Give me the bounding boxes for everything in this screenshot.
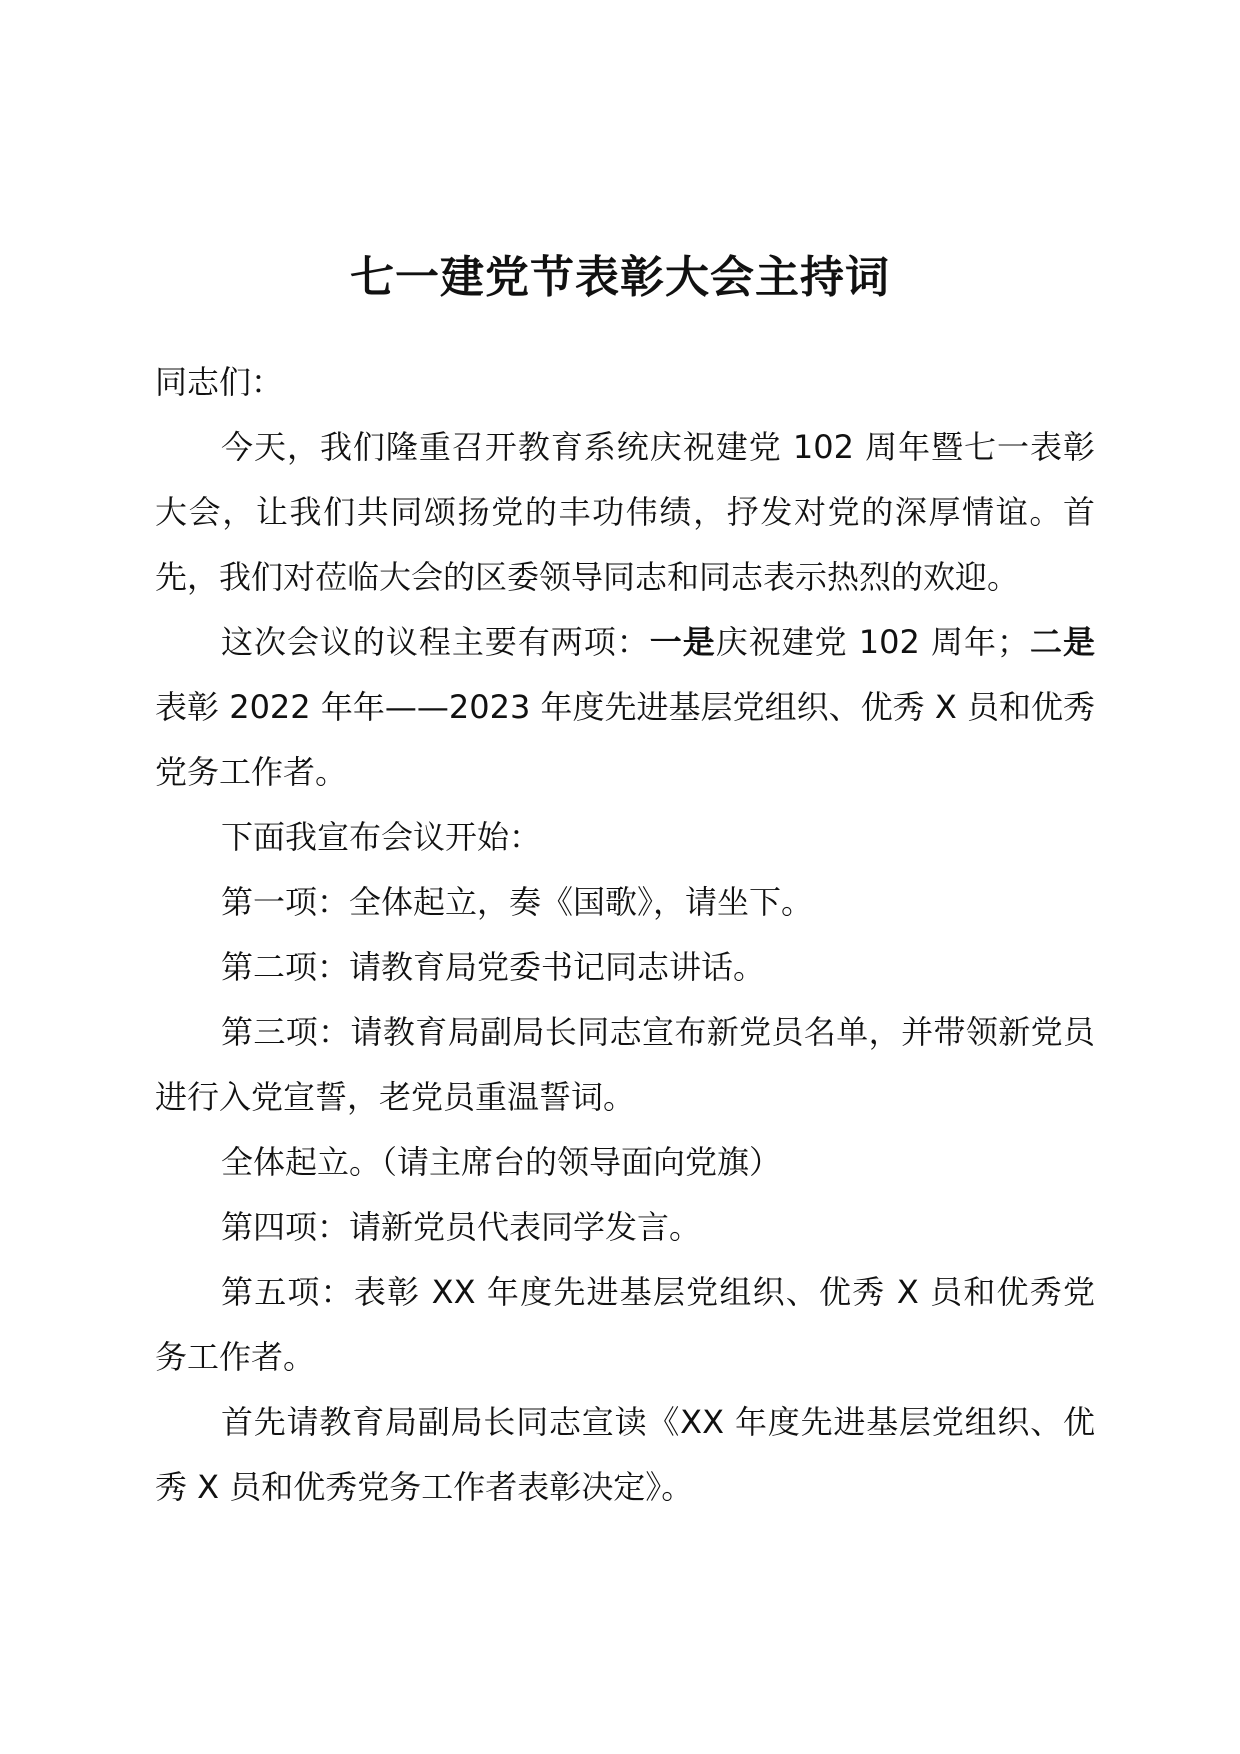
document-body <box>155 350 1095 1520</box>
paragraph-start: 下面我宣布会议开始： <box>221 818 542 856</box>
paragraph-intro: 今天，我们隆重召开教育系统庆祝建党 102 周年暨七一表彰大会，让我们共同颂扬党的丰功伟绩，抒发对党的深厚情谊。首先，我们对莅临大会的区委领导同志和同志表示热烈的欢迎。 <box>155 428 1095 596</box>
paragraph-item-1: 第一项：全体起立，奏《国歌》，请坐下。 <box>221 883 814 921</box>
agenda-first-label: 一是 <box>649 623 716 661</box>
paragraph-stand: 全体起立。（请主席台的领导面向党旗） <box>221 1143 782 1181</box>
agenda-second-text: 表彰 2022 年年——2023 年度先进基层党组织、优秀 X 员和优秀党务工作者。 <box>155 688 1095 791</box>
paragraph-read: 首先请教育局副局长同志宣读《XX 年度先进基层党组织、优秀 X 员和优秀党务工作者表彰决定》。 <box>155 1403 1095 1506</box>
agenda-first-text: 庆祝建党 102 周年； <box>715 623 1029 661</box>
agenda-second-label: 二是 <box>1029 623 1095 661</box>
paragraph-item-4: 第四项：请新党员代表同学发言。 <box>221 1208 702 1246</box>
paragraph-item-5: 第五项：表彰 XX 年度先进基层党组织、优秀 X 员和优秀党务工作者。 <box>155 1273 1095 1376</box>
paragraph-agenda <box>155 610 1095 805</box>
salutation: 同志们： <box>155 363 284 401</box>
paragraph-item-3: 第三项：请教育局副局长同志宣布新党员名单，并带领新党员进行入党宣誓，老党员重温誓词。 <box>155 1013 1095 1116</box>
document-title: 七一建党节表彰大会主持词 <box>350 252 890 303</box>
paragraph-item-2: 第二项：请教育局党委书记同志讲话。 <box>221 948 766 986</box>
agenda-lead: 这次会议的议程主要有两项： <box>221 623 650 661</box>
